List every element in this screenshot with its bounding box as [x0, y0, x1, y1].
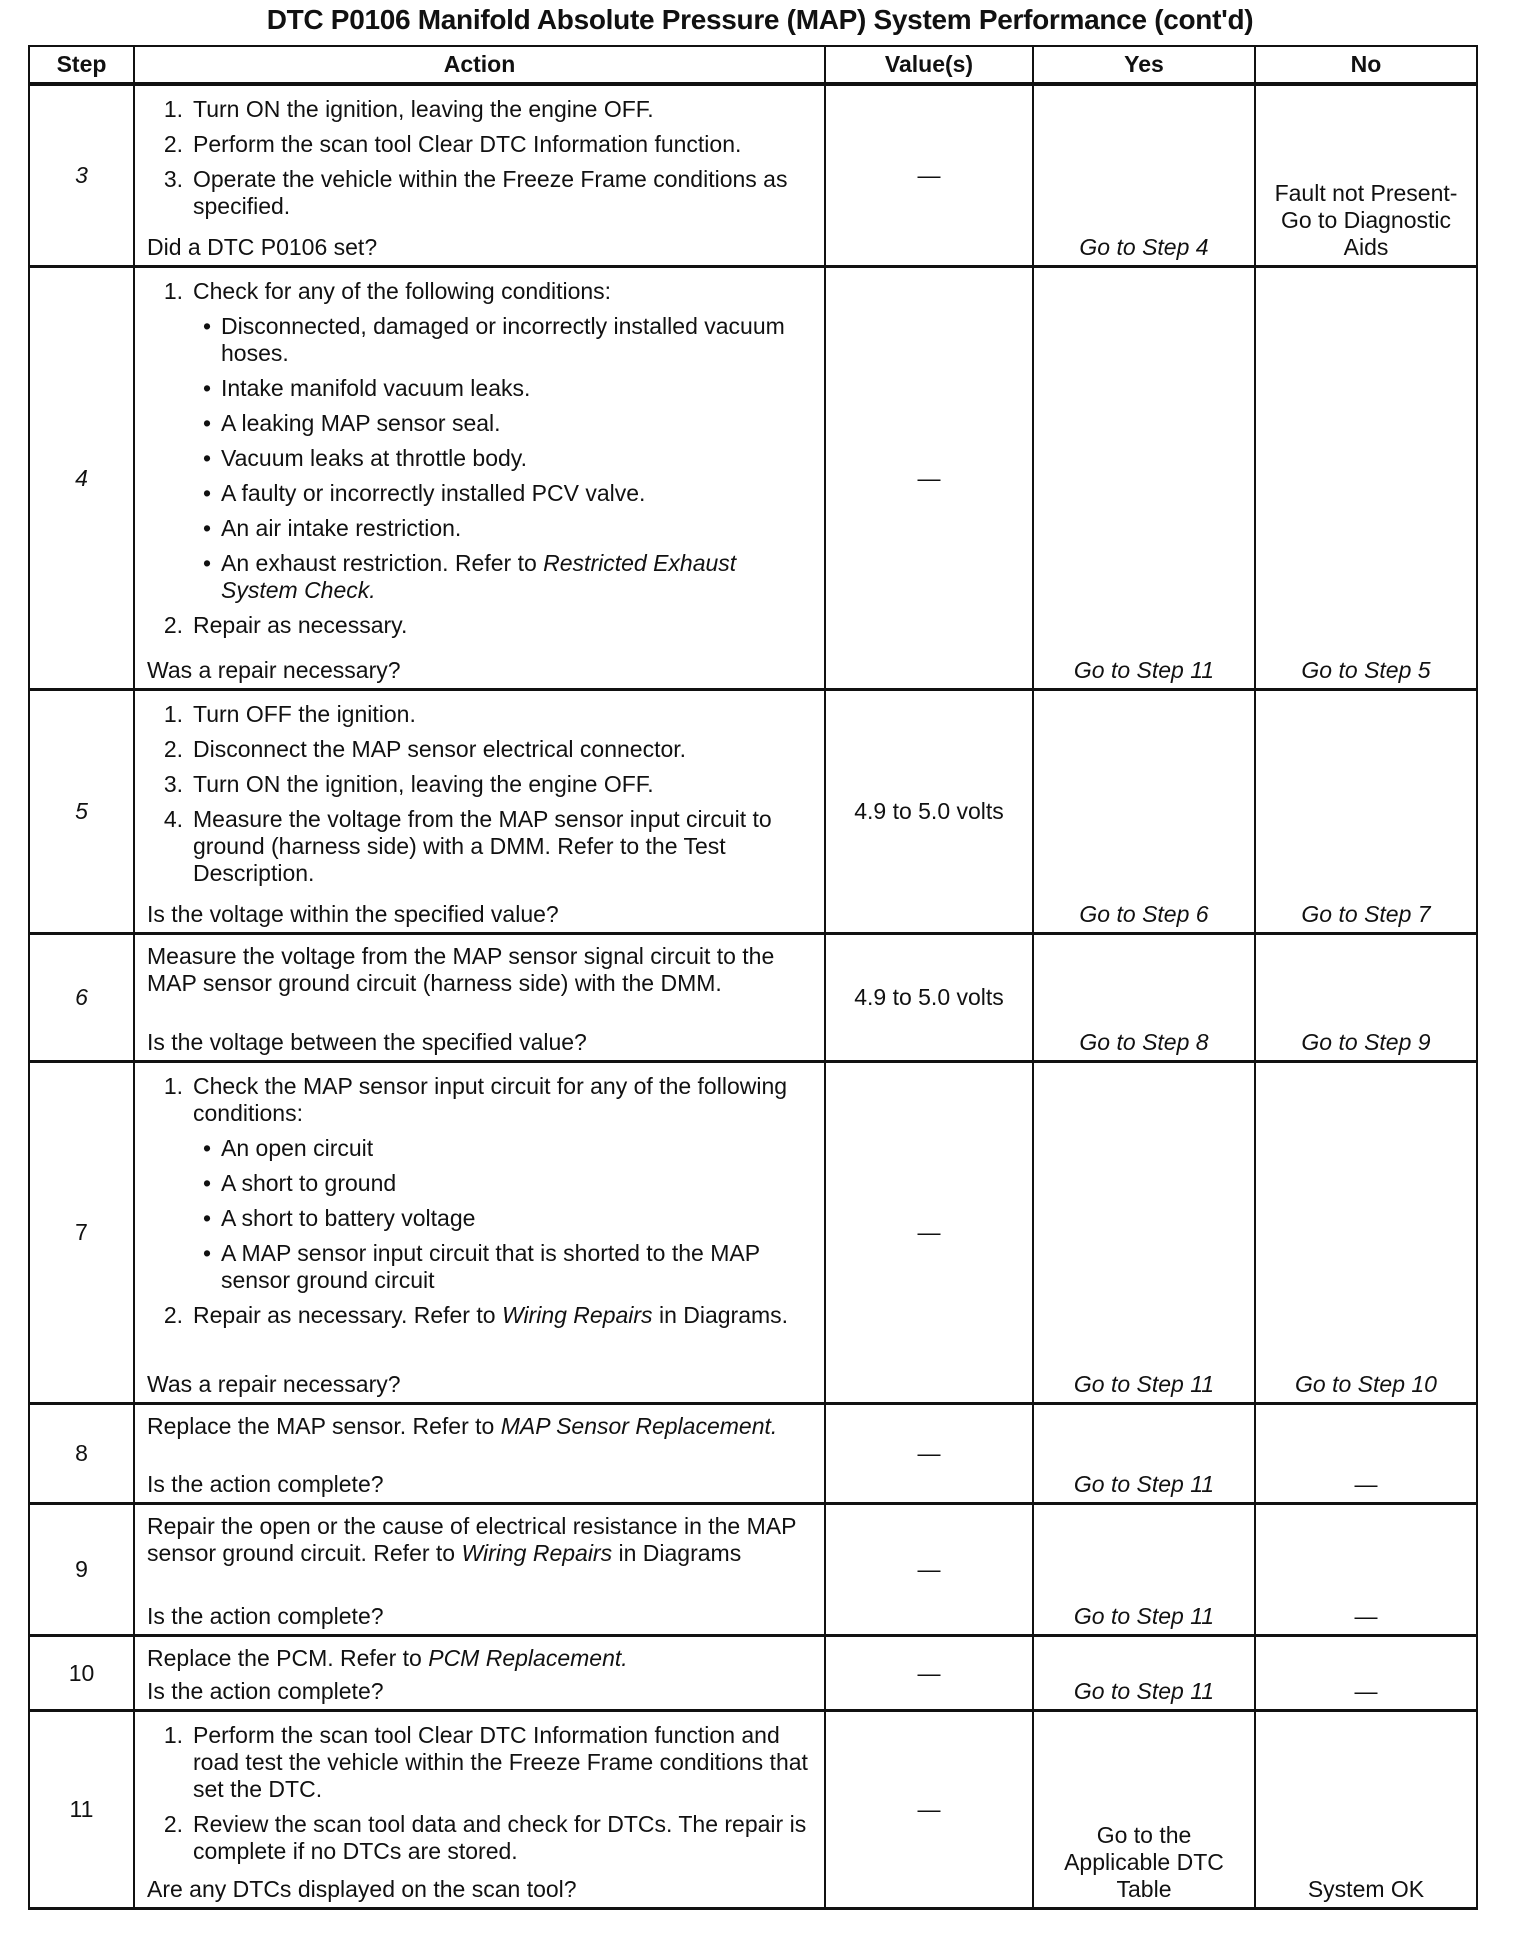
action-cell [134, 1504, 825, 1636]
action-step-text [193, 1073, 816, 1294]
text-segment: A short to battery voltage [221, 1205, 476, 1231]
bullet-icon: • [202, 550, 212, 576]
action-step-line [193, 1073, 816, 1127]
table-row [29, 1636, 1477, 1711]
action-step [147, 771, 816, 798]
action-question: Is the action complete? [147, 1678, 384, 1704]
condition-text [221, 313, 816, 367]
step-number: 7 [29, 1062, 134, 1404]
bullet-icon: • [202, 1240, 212, 1266]
text-segment: Check the MAP sensor input circuit for any of the following conditions: [193, 1073, 788, 1126]
step-number: 3 [29, 84, 134, 267]
yes-result: Go to Step 8 [1033, 934, 1255, 1062]
condition-text [221, 445, 816, 472]
step-index: 1. [163, 1073, 183, 1099]
step-index: 1. [163, 96, 183, 122]
yes-result: Go to Step 11 [1033, 267, 1255, 690]
condition-text [221, 1170, 816, 1197]
text-segment: Perform the scan tool Clear DTC Information function. [193, 131, 742, 157]
text-segment: Turn OFF the ignition. [193, 701, 416, 727]
condition-bullet [193, 445, 816, 472]
header-action: Action [134, 46, 825, 84]
action-cell [134, 267, 825, 690]
condition-text [221, 410, 816, 437]
step-index: 2. [163, 131, 183, 157]
action-content [135, 935, 824, 1060]
text-segment: Disconnected, damaged or incorrectly installed vacuum hoses. [221, 313, 785, 366]
action-step-line [193, 612, 816, 639]
action-step [147, 1302, 816, 1329]
action-cell [134, 934, 825, 1062]
action-cell [134, 1636, 825, 1711]
bullet-icon: • [202, 410, 212, 436]
condition-text [221, 1240, 816, 1294]
action-cell [134, 1711, 825, 1909]
action-content [135, 1637, 824, 1709]
no-result: — [1255, 1504, 1477, 1636]
action-content [135, 1505, 824, 1634]
step-index: 1. [163, 701, 183, 727]
condition-bullet [193, 375, 816, 402]
action-question: Did a DTC P0106 set? [147, 234, 378, 260]
condition-text [221, 375, 816, 402]
step-number: 11 [29, 1711, 134, 1909]
diagnostic-table [28, 45, 1478, 1910]
condition-text [221, 515, 816, 542]
action-step-line [193, 131, 816, 158]
action-step-text [193, 701, 816, 728]
step-number: 4 [29, 267, 134, 690]
table-row [29, 84, 1477, 267]
yes-result: Go to Step 11 [1033, 1504, 1255, 1636]
action-question: Is the voltage between the specified value? [147, 1029, 587, 1055]
text-segment: Turn ON the ignition, leaving the engine OFF. [193, 771, 654, 797]
bullet-icon: • [202, 445, 212, 471]
text-segment: Measure the voltage from the MAP sensor input circuit to ground (harness side) with a DMM. Refer to the Test Description. [193, 806, 772, 886]
reference-link: MAP Sensor Replacement. [500, 1413, 778, 1439]
value-cell: — [825, 84, 1033, 267]
text-segment: Intake manifold vacuum leaks. [221, 375, 531, 401]
action-step [147, 701, 816, 728]
action-step-text [193, 612, 816, 639]
condition-text [221, 1205, 816, 1232]
header-step: Step [29, 46, 134, 84]
value-cell: 4.9 to 5.0 volts [825, 690, 1033, 934]
step-index: 3. [163, 771, 183, 797]
yes-result: Go to the Applicable DTC Table [1033, 1711, 1255, 1909]
condition-bullet [193, 1170, 816, 1197]
no-result: System OK [1255, 1711, 1477, 1909]
action-step-text [193, 278, 816, 604]
header-yes: Yes [1033, 46, 1255, 84]
action-step [147, 806, 816, 887]
no-result: — [1255, 1636, 1477, 1711]
step-number: 5 [29, 690, 134, 934]
action-step [147, 278, 816, 604]
action-step-line [193, 1302, 816, 1329]
table-row [29, 1711, 1477, 1909]
action-content [135, 268, 824, 688]
text-segment: Disconnect the MAP sensor electrical connector. [193, 736, 687, 762]
text-segment: in Diagrams. [652, 1302, 789, 1328]
action-question: Is the action complete? [147, 1603, 384, 1629]
text-segment: Replace the MAP sensor. Refer to [147, 1413, 501, 1439]
action-step-text [193, 736, 816, 763]
text-segment: Replace the PCM. Refer to [147, 1645, 429, 1671]
action-question: Are any DTCs displayed on the scan tool? [147, 1876, 577, 1902]
action-paragraph [147, 943, 816, 997]
text-segment: Review the scan tool data and check for DTCs. The repair is complete if no DTCs are stored. [193, 1811, 807, 1864]
action-step-text [193, 131, 816, 158]
value-cell: — [825, 1062, 1033, 1404]
action-step-line [193, 1811, 816, 1865]
no-result: — [1255, 1404, 1477, 1504]
text-segment: An exhaust restriction. Refer to [221, 550, 544, 576]
action-step [147, 736, 816, 763]
text-segment: Repair as necessary. [193, 612, 408, 638]
condition-bullet [193, 550, 816, 604]
action-step-text [193, 806, 816, 887]
condition-bullet [193, 1240, 816, 1294]
value-cell: — [825, 1404, 1033, 1504]
value-cell: — [825, 1636, 1033, 1711]
yes-result: Go to Step 11 [1033, 1404, 1255, 1504]
action-content [135, 86, 824, 265]
header-values: Value(s) [825, 46, 1033, 84]
text-segment: Repair as necessary. Refer to [193, 1302, 502, 1328]
action-step-text [193, 1722, 816, 1803]
table-row [29, 690, 1477, 934]
no-result: Fault not Present-Go to Diagnostic Aids [1255, 84, 1477, 267]
action-step-line [193, 1722, 816, 1803]
table-body [29, 84, 1477, 1909]
action-content [135, 1712, 824, 1907]
condition-bullet [193, 313, 816, 367]
text-segment: Perform the scan tool Clear DTC Information function and road test the vehicle within the Freeze Frame conditions that set the DTC. [193, 1722, 808, 1802]
action-question: Is the voltage within the specified value? [147, 901, 559, 927]
condition-bullet [193, 515, 816, 542]
step-index: 2. [163, 736, 183, 762]
bullet-icon: • [202, 375, 212, 401]
action-cell [134, 690, 825, 934]
reference-link: Wiring Repairs [461, 1540, 613, 1566]
bullet-icon: • [202, 480, 212, 506]
action-cell [134, 1404, 825, 1504]
header-no: No [1255, 46, 1477, 84]
action-question: Is the action complete? [147, 1471, 384, 1497]
value-cell: — [825, 1504, 1033, 1636]
text-segment: An air intake restriction. [221, 515, 462, 541]
bullet-icon: • [202, 1170, 212, 1196]
action-step [147, 131, 816, 158]
table-row [29, 934, 1477, 1062]
action-paragraph [147, 1513, 816, 1567]
text-segment: Operate the vehicle within the Freeze Frame conditions as specified. [193, 166, 788, 219]
step-number: 10 [29, 1636, 134, 1711]
action-cell [134, 1062, 825, 1404]
condition-text [221, 550, 816, 604]
value-cell: — [825, 1711, 1033, 1909]
page-title: DTC P0106 Manifold Absolute Pressure (MAP) System Performance (cont'd) [266, 4, 1254, 35]
action-step [147, 1811, 816, 1865]
step-index: 1. [163, 278, 183, 304]
action-step-text [193, 1302, 816, 1329]
action-question: Was a repair necessary? [147, 657, 401, 683]
reference-link: PCM Replacement. [428, 1645, 628, 1671]
table-row [29, 1504, 1477, 1636]
no-result: Go to Step 7 [1255, 690, 1477, 934]
bullet-icon: • [202, 1205, 212, 1231]
table-row [29, 1404, 1477, 1504]
action-step [147, 1073, 816, 1294]
action-content [135, 691, 824, 932]
step-index: 3. [163, 166, 183, 192]
condition-bullet [193, 1135, 816, 1162]
action-content [135, 1405, 824, 1502]
text-segment: Turn ON the ignition, leaving the engine OFF. [193, 96, 654, 122]
yes-result: Go to Step 4 [1033, 84, 1255, 267]
action-paragraph [147, 1413, 816, 1440]
reference-link: Wiring Repairs [501, 1302, 653, 1328]
action-step-line [193, 806, 816, 887]
step-index: 1. [163, 1722, 183, 1748]
action-step-line [193, 736, 816, 763]
bullet-icon: • [202, 515, 212, 541]
action-step-line [193, 278, 816, 305]
step-index: 2. [163, 1302, 183, 1328]
text-segment: A MAP sensor input circuit that is shorted to the MAP sensor ground circuit [221, 1240, 760, 1293]
text-segment: Check for any of the following conditions: [193, 278, 612, 304]
condition-text [221, 480, 816, 507]
condition-text [221, 1135, 816, 1162]
action-question: Was a repair necessary? [147, 1371, 401, 1397]
no-result: Go to Step 9 [1255, 934, 1477, 1062]
action-step [147, 166, 816, 220]
yes-result: Go to Step 11 [1033, 1062, 1255, 1404]
text-segment: Vacuum leaks at throttle body. [221, 445, 527, 471]
text-segment: A faulty or incorrectly installed PCV valve. [221, 480, 646, 506]
table-row [29, 267, 1477, 690]
step-number: 6 [29, 934, 134, 1062]
yes-result: Go to Step 6 [1033, 690, 1255, 934]
action-step-text [193, 1811, 816, 1865]
action-step-line [193, 166, 816, 220]
table-row [29, 1062, 1477, 1404]
action-paragraph [147, 1645, 816, 1672]
action-step [147, 96, 816, 123]
action-step-text [193, 96, 816, 123]
action-cell [134, 84, 825, 267]
action-step [147, 1722, 816, 1803]
text-segment: Repair the open or the cause of electrical resistance in the MAP sensor ground circuit. Refer to [147, 1513, 797, 1566]
value-cell: — [825, 267, 1033, 690]
action-step-text [193, 771, 816, 798]
no-result: Go to Step 5 [1255, 267, 1477, 690]
action-content [135, 1063, 824, 1402]
text-segment: An open circuit [221, 1135, 374, 1161]
step-number: 9 [29, 1504, 134, 1636]
value-cell: 4.9 to 5.0 volts [825, 934, 1033, 1062]
action-step-line [193, 771, 816, 798]
header-row [29, 46, 1477, 84]
action-step [147, 612, 816, 639]
reference-link: Restricted Exhaust System Check. [221, 550, 737, 603]
step-index: 2. [163, 612, 183, 638]
condition-bullet [193, 1205, 816, 1232]
text-segment: Measure the voltage from the MAP sensor signal circuit to the MAP sensor ground circuit (harness side) with the DMM. [147, 943, 775, 996]
action-step-line [193, 96, 816, 123]
condition-bullet [193, 410, 816, 437]
text-segment: A leaking MAP sensor seal. [221, 410, 501, 436]
bullet-icon: • [202, 1135, 212, 1161]
condition-bullet [193, 480, 816, 507]
action-step-line [193, 701, 816, 728]
action-step-text [193, 166, 816, 220]
text-segment: A short to ground [221, 1170, 397, 1196]
step-index: 2. [163, 1811, 183, 1837]
step-index: 4. [163, 806, 183, 832]
text-segment: in Diagrams [612, 1540, 742, 1566]
yes-result: Go to Step 11 [1033, 1636, 1255, 1711]
bullet-icon: • [202, 313, 212, 339]
no-result: Go to Step 10 [1255, 1062, 1477, 1404]
step-number: 8 [29, 1404, 134, 1504]
